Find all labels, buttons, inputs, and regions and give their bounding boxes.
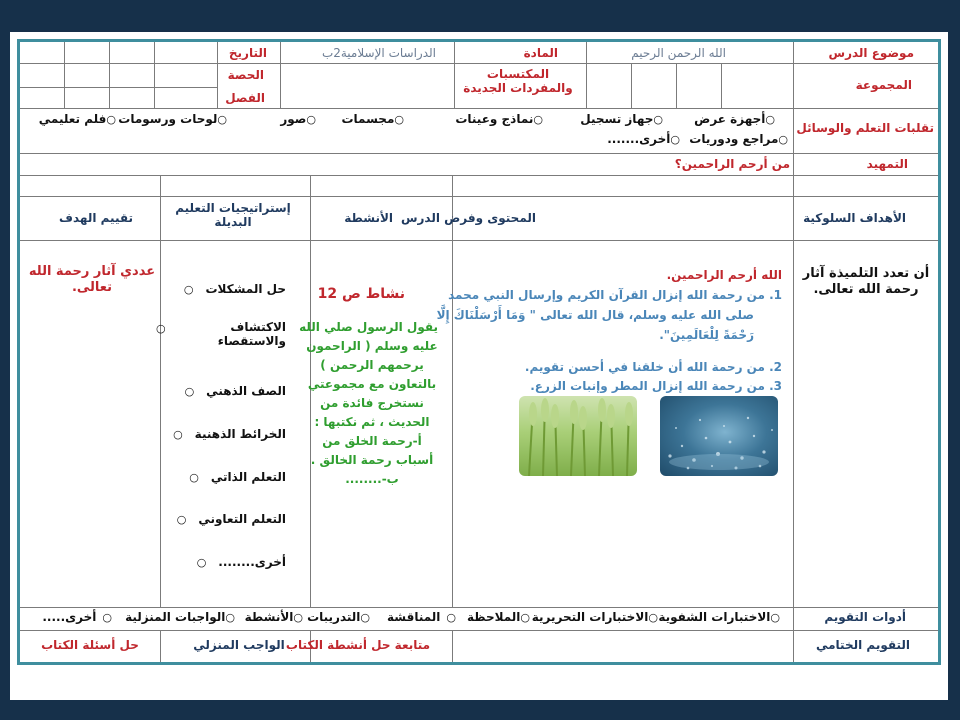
resource-other[interactable]: ○أخرى....... <box>607 132 680 146</box>
resource-references[interactable]: ○مراجع ودوريات <box>689 132 788 146</box>
content-item2: 2. من رحمة الله أن خلقنا في أحسن تقويم. <box>524 360 782 374</box>
period-label: الحصة <box>227 68 264 82</box>
grid-line <box>20 240 938 241</box>
final-follow-up-text: متابعة حل أنشطة الكتاب <box>285 638 431 652</box>
activity-line: أ-رحمة الخلق من <box>322 434 422 448</box>
column-content-header: المحتوى وفرض الدرس <box>400 211 536 225</box>
content-item1-line3: رَحْمَةً لِلْعَالَمِينَ". <box>659 328 754 342</box>
activity-line: بالتعاون مع مجموعتي <box>307 377 437 391</box>
assessment-homework[interactable]: ○الواجبات المنزلية <box>125 610 235 624</box>
radio-circle-icon: ○ <box>533 113 543 126</box>
grid-line <box>631 63 632 108</box>
activity-line: أسباب رحمة الخالق . <box>310 453 434 467</box>
lesson-topic-label: موضوع الدرس <box>828 46 914 60</box>
radio-circle-icon: ○ <box>520 611 530 624</box>
resource-display-devices[interactable]: ○أجهزة عرض <box>694 112 775 126</box>
wheat-image <box>519 396 637 476</box>
radio-circle-icon: ○ <box>225 611 235 624</box>
radio-circle-icon: ○ <box>184 385 195 398</box>
radio-circle-icon: ○ <box>765 113 775 126</box>
radio-circle-icon: ○ <box>156 322 166 335</box>
assessment-observation[interactable]: ○الملاحظة <box>467 610 530 624</box>
objective-text: أن تعدد التلميذة آثار رحمة الله تعالى. <box>802 266 930 297</box>
grid-line <box>160 175 161 607</box>
lesson-plan-table <box>20 42 938 662</box>
radio-circle-icon: ○ <box>648 611 658 624</box>
grid-line <box>20 153 938 154</box>
activity-line: نستخرج فائدة من <box>320 396 424 410</box>
assessment-discussion[interactable]: ○المناقشة <box>386 610 456 624</box>
content-item1-line1: 1. من رحمة الله إنزال القرآن الكريم وإرسال النبي محمد <box>448 288 782 302</box>
activity-title: نشاط ص 12 <box>317 286 405 302</box>
resource-recorder[interactable]: ○جهاز تسجيل <box>580 112 663 126</box>
assessment-written-tests[interactable]: ○الاختبارات التحريرية <box>531 610 658 624</box>
grid-line <box>154 42 155 108</box>
radio-circle-icon: ○ <box>360 611 370 624</box>
grid-line <box>217 42 218 108</box>
column-objectives-header: الأهداف السلوكية <box>803 211 906 225</box>
intro-question: من أرحم الراحمين؟ <box>674 157 790 171</box>
lesson-plan-frame <box>17 39 941 665</box>
grid-line <box>109 42 110 108</box>
radio-circle-icon: ○ <box>189 471 199 484</box>
grid-line <box>64 42 65 108</box>
subject-value: الدراسات الإسلامية2ب <box>321 46 436 60</box>
assessment-activities[interactable]: ○الأنشطة <box>244 610 303 624</box>
radio-circle-icon: ○ <box>770 611 780 624</box>
radio-circle-icon: ○ <box>176 513 187 526</box>
grid-line <box>160 630 161 662</box>
lesson-plan-page <box>10 32 948 700</box>
grid-line <box>676 63 677 108</box>
grid-line <box>793 607 794 662</box>
assessment-label: أدوات التقويم <box>824 610 906 624</box>
column-evaluation-header: تقييم الهدف <box>59 211 133 225</box>
resource-boards[interactable]: ○لوحات ورسومات <box>118 112 227 126</box>
resources-label: تقلبات التعلم والوسائل <box>796 121 934 135</box>
activity-line: يرحمهم الرحمن ) <box>320 358 424 372</box>
class-label: الفصل <box>225 91 265 105</box>
radio-circle-icon: ○ <box>106 113 116 126</box>
grid-line <box>20 175 938 176</box>
strategy-item[interactable]: التعلم الذاتي○ <box>189 470 286 484</box>
grid-line <box>793 175 794 607</box>
assessment-oral-tests[interactable]: ○الاختبارات الشفوية <box>658 610 780 624</box>
grid-line <box>20 630 938 631</box>
activity-line: ب-........ <box>345 472 399 486</box>
radio-circle-icon: ○ <box>293 611 303 624</box>
strategy-item[interactable]: أخرى........○ <box>196 555 286 569</box>
resource-models[interactable]: ○نماذج وعينات <box>455 112 543 126</box>
final-evaluation-label: التقويم الختامي <box>815 638 910 652</box>
grid-line <box>20 108 938 109</box>
assessment-other[interactable]: ○أخرى..... <box>42 610 112 624</box>
group-label: المجموعة <box>855 78 912 92</box>
resource-solids[interactable]: ○مجسمات <box>341 112 404 126</box>
homework-value: حل أسئلة الكتاب <box>41 638 139 652</box>
strategy-item[interactable]: التعلم التعاوني○ <box>176 512 286 526</box>
strategy-item[interactable]: حل المشكلات○ <box>183 282 286 296</box>
radio-circle-icon: ○ <box>217 113 227 126</box>
content-item3: 3. من رحمة الله إنزال المطر وإنبات الزرع. <box>530 379 782 393</box>
content-heading: الله أرحم الراحمين. <box>666 268 782 282</box>
column-activities-header: الأنشطة <box>344 211 393 225</box>
grid-line <box>586 42 587 108</box>
strategy-item[interactable]: ○ الاكتشاف والاستقصاء <box>156 320 286 349</box>
grid-line <box>793 42 794 108</box>
evaluation-text: عددي آثار رحمة الله تعالى. <box>28 264 156 295</box>
grid-line <box>452 175 453 607</box>
radio-circle-icon: ○ <box>102 611 112 624</box>
activity-line: يقول الرسول صلي الله <box>299 320 438 334</box>
column-strategies-header: إستراتيجيات التعليم البديلة <box>175 201 291 230</box>
radio-circle-icon: ○ <box>670 133 680 146</box>
activity-line: الحديث ، ثم نكتبها : <box>314 415 430 429</box>
strategy-item[interactable]: الصف الذهني○ <box>184 384 286 398</box>
radio-circle-icon: ○ <box>173 428 183 441</box>
intro-label: التمهيد <box>866 157 908 171</box>
grid-line <box>280 42 281 108</box>
rain-image <box>660 396 778 476</box>
radio-circle-icon: ○ <box>183 283 194 296</box>
content-item1-line2: صلى الله عليه وسلم، قال الله تعالى " وَمَا أَرْسَلْنَاكَ إِلَّا <box>436 308 754 322</box>
resource-pictures[interactable]: ○صور <box>280 112 316 126</box>
resource-film[interactable]: ○فلم تعليمي <box>38 112 116 126</box>
date-label: التاريخ <box>228 46 267 60</box>
grid-line <box>20 607 938 608</box>
homework-label: الواجب المنزلي <box>193 638 285 652</box>
radio-circle-icon: ○ <box>653 113 663 126</box>
strategy-item[interactable]: الخرائط الذهنية○ <box>173 427 286 441</box>
radio-circle-icon: ○ <box>446 611 456 624</box>
vocab-label: المكتسبات والمفردات الجديدة <box>463 67 573 96</box>
radio-circle-icon: ○ <box>306 113 316 126</box>
subject-label: المادة <box>523 46 558 60</box>
activity-line: عليه وسلم ( الراحمون <box>306 339 438 353</box>
grid-line <box>20 63 938 64</box>
rain-drops-graphic <box>660 396 778 476</box>
radio-circle-icon: ○ <box>778 133 788 146</box>
grid-line <box>721 63 722 108</box>
wheat-stalks-graphic <box>519 396 637 476</box>
grid-line <box>20 87 217 88</box>
radio-circle-icon: ○ <box>196 556 207 569</box>
lesson-topic-value: الله الرحمن الرحيم <box>631 46 726 60</box>
grid-line <box>20 196 938 197</box>
assessment-exercises[interactable]: ○التدريبات <box>307 610 370 624</box>
radio-circle-icon: ○ <box>394 113 404 126</box>
